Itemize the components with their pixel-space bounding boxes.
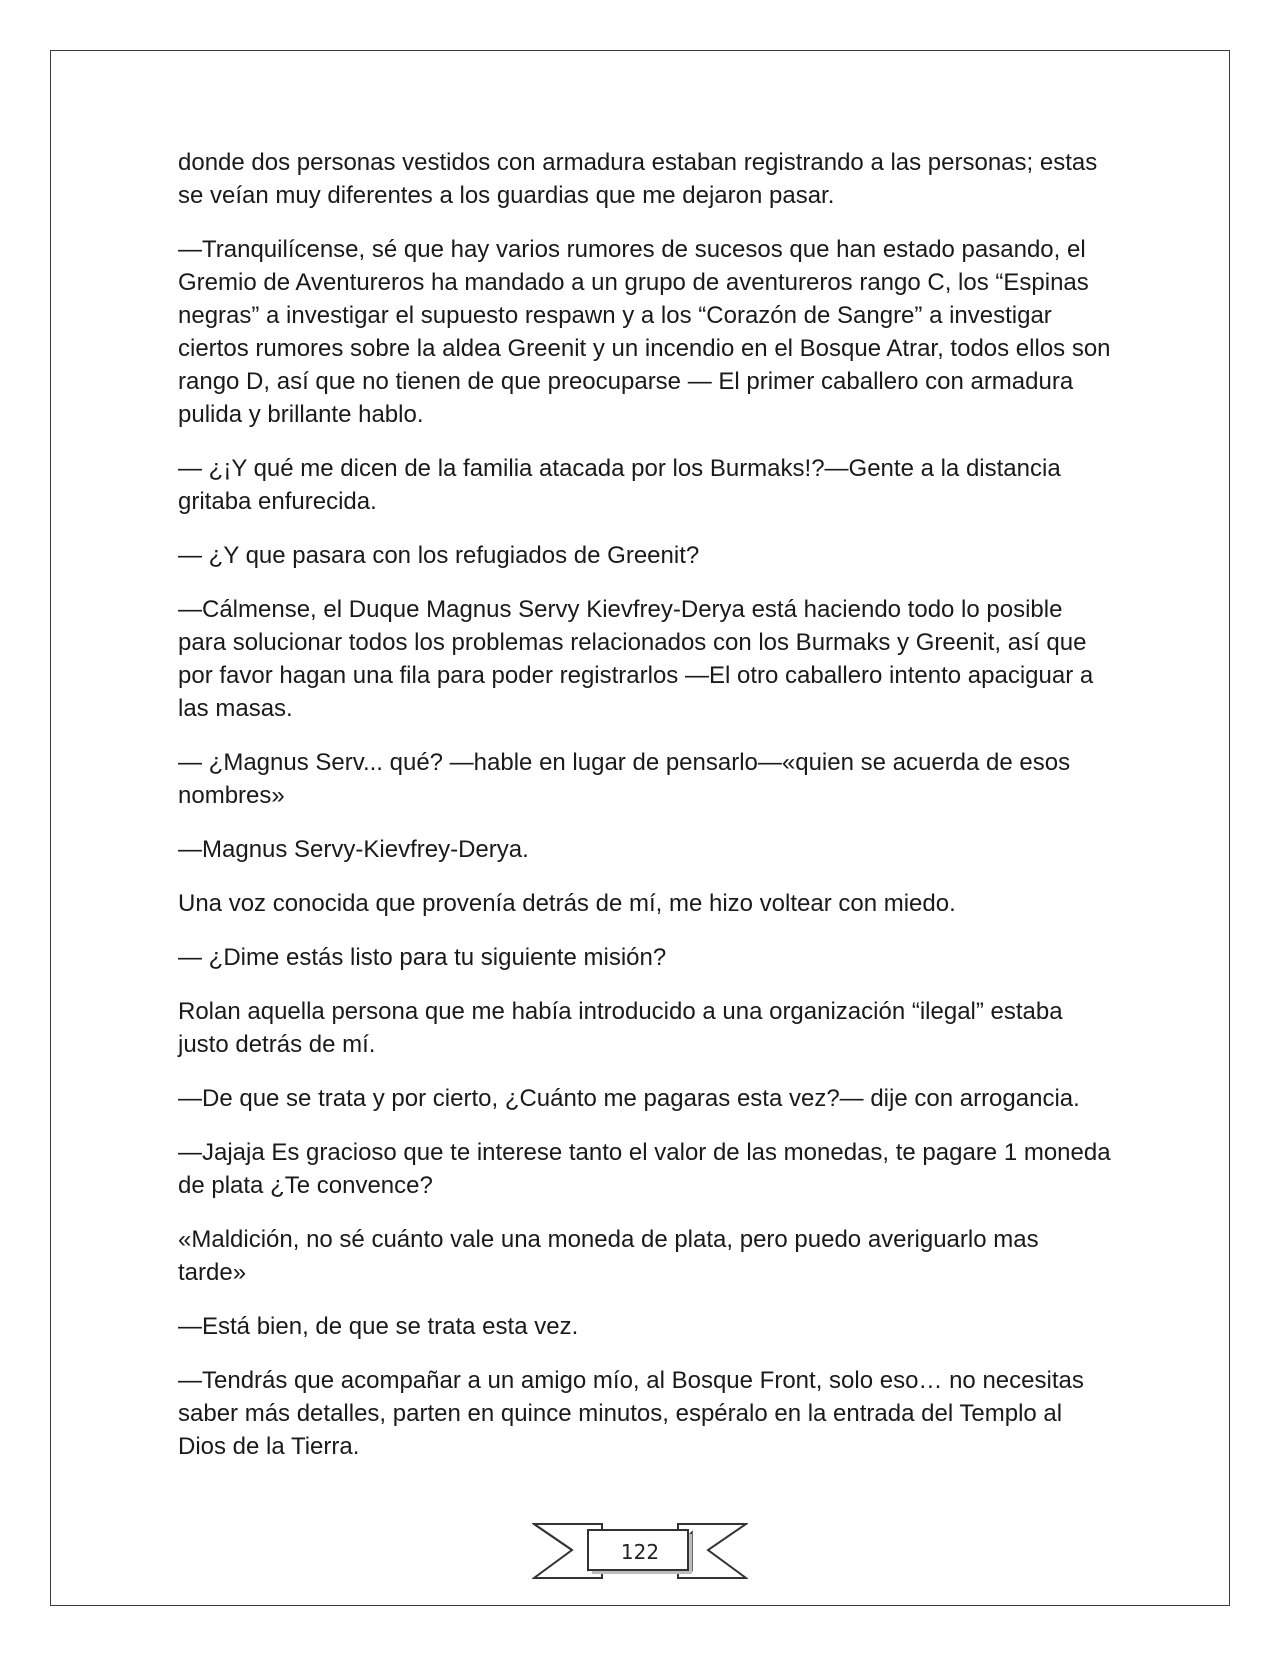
paragraph: —Tranquilícense, sé que hay varios rumores de sucesos que han estado pasando, el Gremio de Aventureros ha mandado a un grupo de aventureros rango C, los “Espinas negras” a investigar el supuesto respawn y a los “Corazón de Sangre” a investigar ciertos rumores sobre la aldea Greenit y un incendio en el Bosque Atrar, todos ellos son rango D, así que no tienen de que preocuparse — El primer caballero con armadura pulida y brillante hablo. [178, 236, 1111, 428]
paragraph: Una voz conocida que provenía detrás de mí, me hizo voltear con miedo. [178, 890, 956, 917]
paragraph: —Magnus Servy-Kievfrey-Derya. [178, 836, 529, 863]
paragraph: Rolan aquella persona que me había introducido a una organización “ilegal” estaba justo detrás de mí. [178, 998, 1063, 1058]
paragraph: donde dos personas vestidos con armadura estaban registrando a las personas; estas se veían muy diferentes a los guardias que me dejaron pasar. [178, 149, 1098, 209]
paragraph: «Maldición, no sé cuánto vale una moneda de plata, pero puedo averiguarlo mas tarde» [178, 1226, 1039, 1286]
body-text [178, 146, 1113, 1484]
paragraph: —Jajaja Es gracioso que te interese tanto el valor de las monedas, te pagare 1 moneda de plata ¿Te convence? [178, 1139, 1111, 1199]
paragraph: — ¿Magnus Serv... qué? —hable en lugar de pensarlo—«quien se acuerda de esos nombres» [178, 749, 1071, 809]
paragraph: — ¿¡Y qué me dicen de la familia atacada por los Burmaks!?—Gente a la distancia gritaba enfurecida. [178, 455, 1061, 515]
paragraph: —Cálmense, el Duque Magnus Servy Kievfrey-Derya está haciendo todo lo posible para solucionar todos los problemas relacionados con los Burmaks y Greenit, así que por favor hagan una fila para poder registrarlos —El otro caballero intento apaciguar a las masas. [178, 596, 1094, 722]
page-number: 122 [620, 1540, 660, 1564]
paragraph: —Está bien, de que se trata esta vez. [178, 1313, 579, 1340]
paragraph: — ¿Dime estás listo para tu siguiente misión? [178, 944, 667, 971]
paragraph: —De que se trata y por cierto, ¿Cuánto me pagaras esta vez?— dije con arrogancia. [178, 1085, 1080, 1112]
paragraph: —Tendrás que acompañar a un amigo mío, al Bosque Front, solo eso… no necesitas saber más detalles, parten en quince minutos, espéralo en la entrada del Templo al Dios de la Tierra. [178, 1367, 1084, 1460]
paragraph: — ¿Y que pasara con los refugiados de Greenit? [178, 542, 700, 569]
page-number-ribbon [532, 1520, 748, 1586]
